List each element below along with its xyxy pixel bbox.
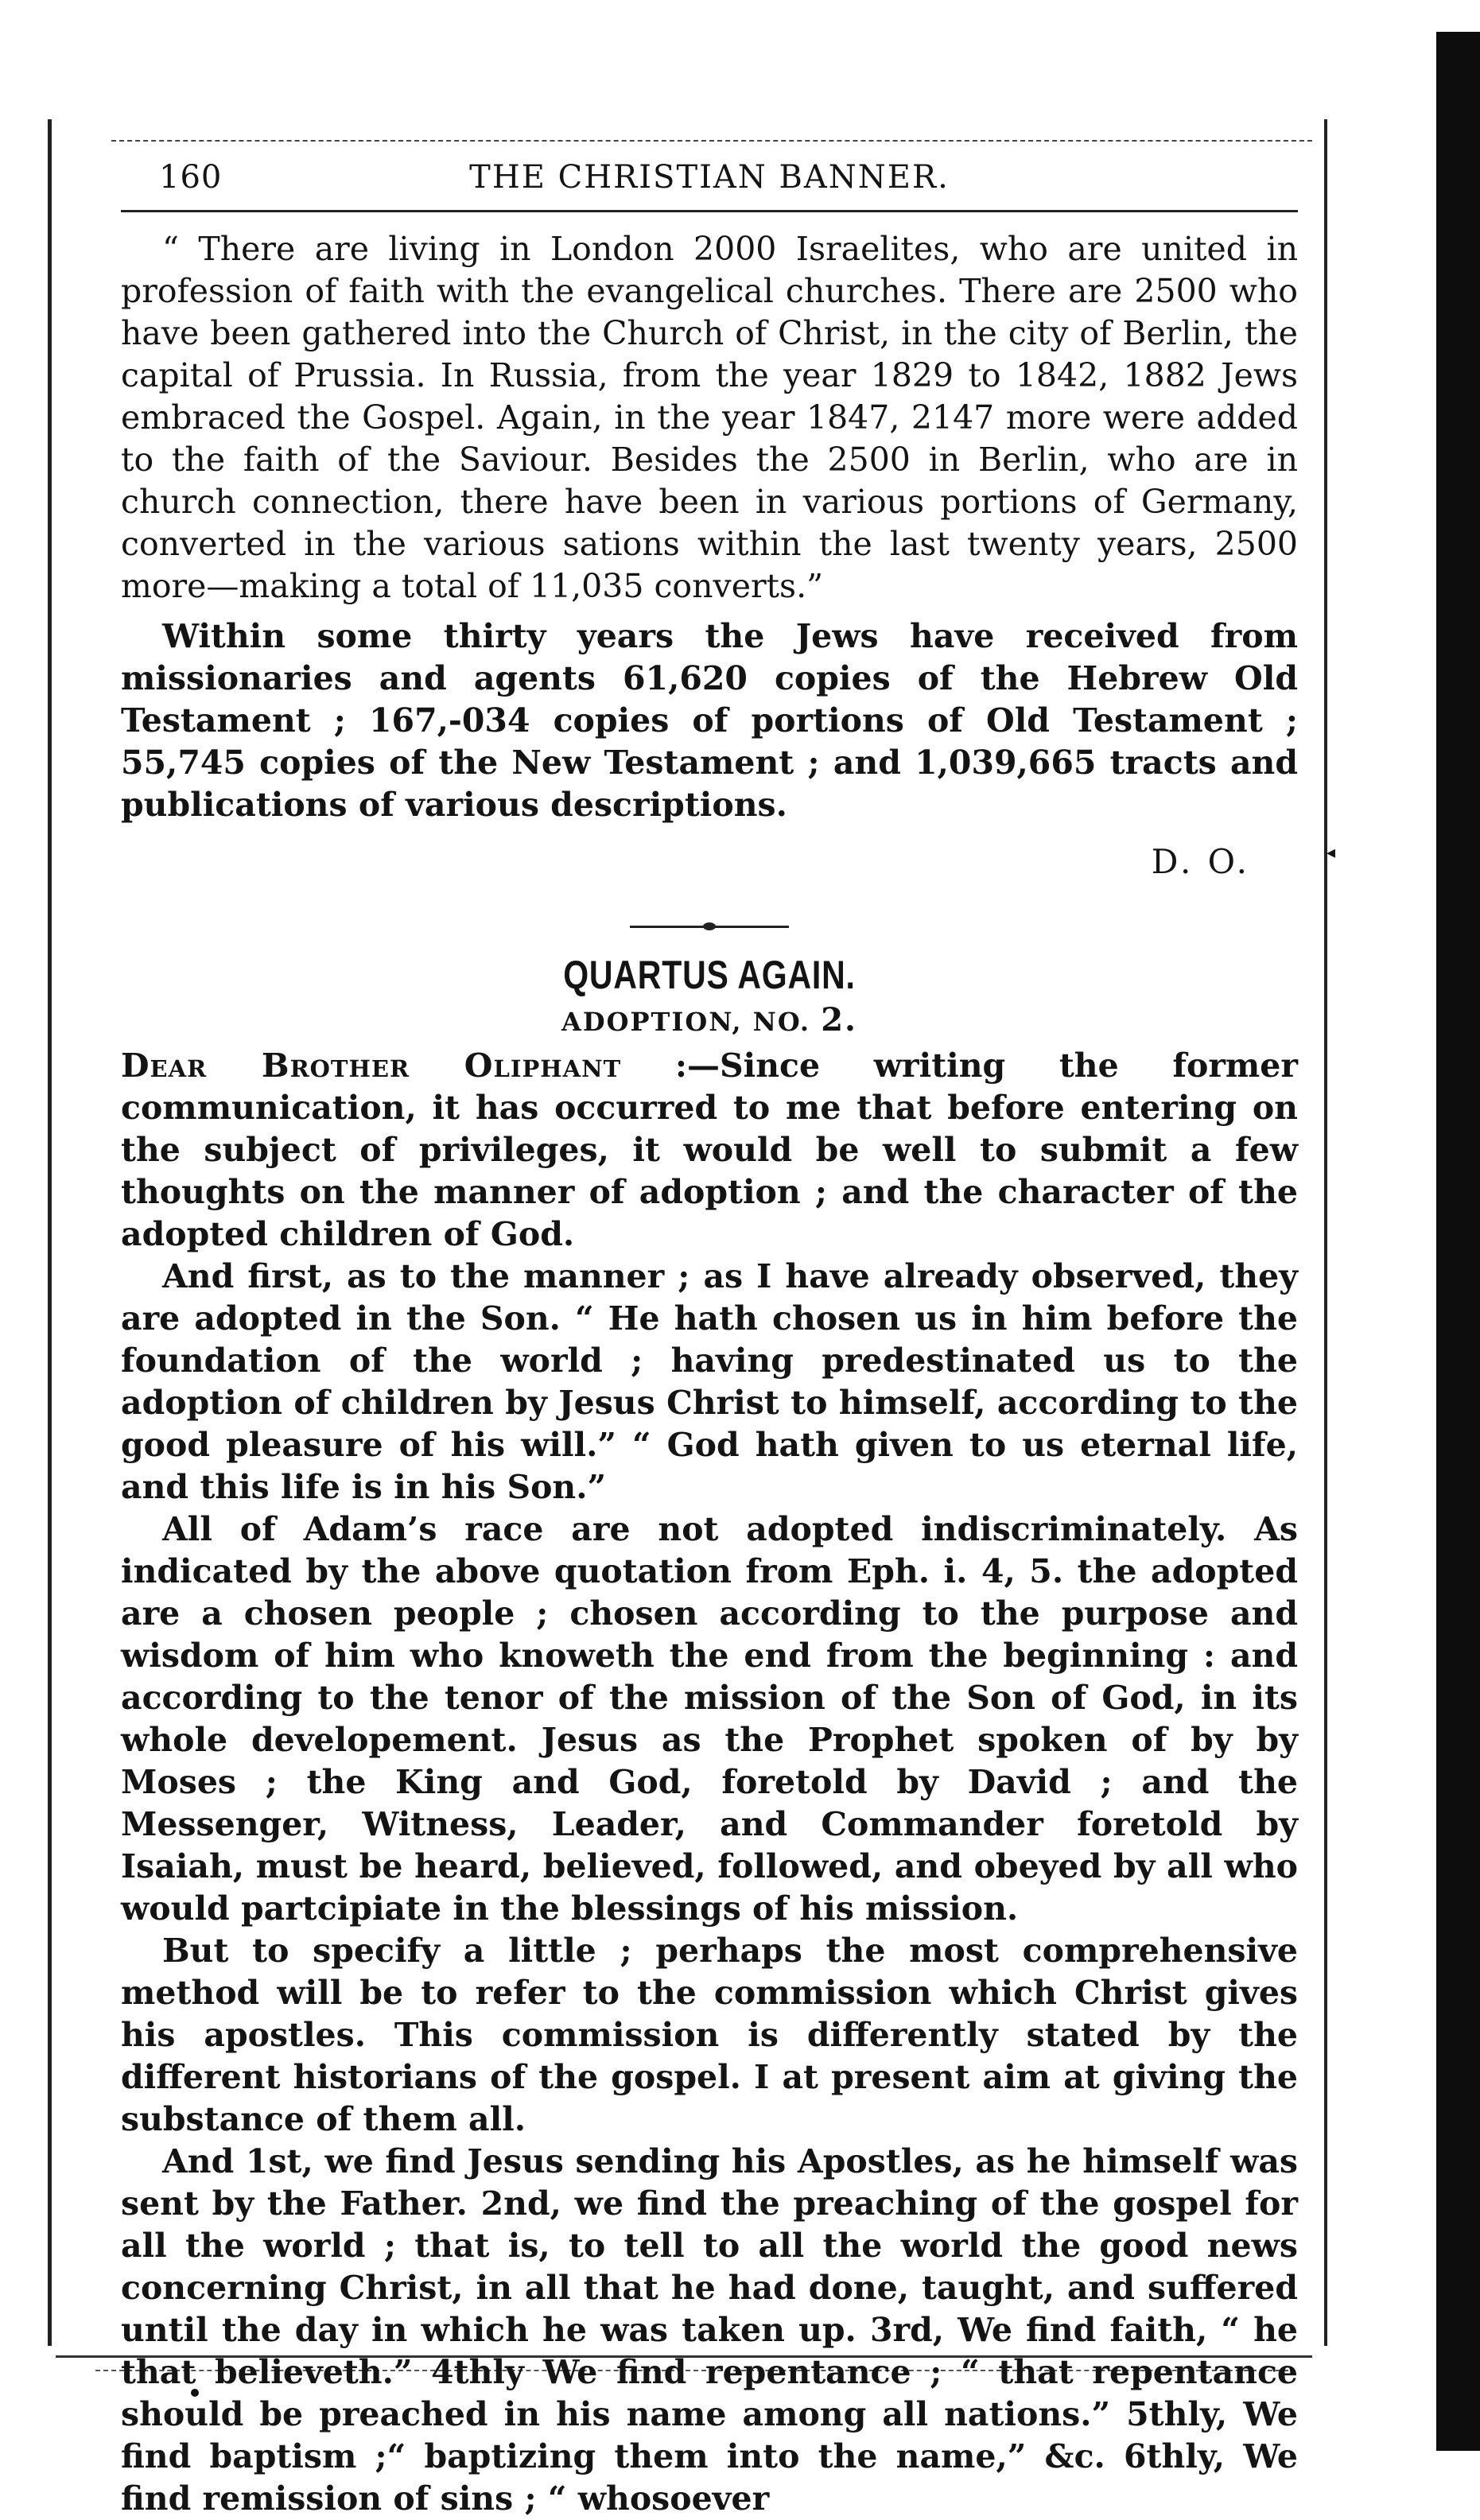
subtitle-number: 2.	[821, 1001, 857, 1039]
section-divider	[630, 926, 789, 928]
page-number: 160	[159, 159, 223, 196]
scan-edge-bar	[1436, 32, 1480, 2451]
article-two-subtitle	[121, 1001, 1298, 1039]
article-two-paragraph-3: But to specify a little ; perhaps the most comprehensive method will be to refer to the commission which Christ gives his apostles. This commission is differently stated by the different historians of the gospel. I at present aim at giving the substance of them all.	[121, 1932, 1298, 2138]
article-two	[121, 952, 1298, 2520]
page-content	[121, 153, 1298, 2520]
margin-mark: ◂	[1327, 843, 1336, 863]
running-title: THE CHRISTIAN BANNER.	[469, 159, 950, 196]
article-two-paragraph-4: And 1st, we find Jesus sending his Apostles, as he himself was sent by the Father. 2nd, we find the preaching of the gospel for all the world ; that is, to tell to all the world the good news concerning Christ, in all that he had done, taught, and suffered until the day in which he was taken up. 3rd, We find faith, “ he that believeth.” 4thly We find repentance ; “ that repentance should be preached in his name among all nations.” 5thly, We find baptism ;“ baptizing them into the name,” &c. 6thly, We find remission of sins ; “ whosoever	[121, 2142, 1298, 2518]
subtitle-prefix: ADOPTION, NO.	[561, 1007, 811, 1037]
running-header	[121, 153, 1298, 210]
article-one-paragraph-2: Within some thirty years the Jews have received from missionaries and agents 61,620 copies of the Hebrew Old Testament ; 167,-034 copies of portions of Old Testament ; 55,745 copies of the New Testament ; and 1,039,665 tracts and publications of various descriptions.	[121, 617, 1298, 824]
header-rule	[121, 210, 1298, 212]
article-one	[121, 228, 1298, 881]
salutation: Dear Brother Oliphant	[121, 1046, 622, 1085]
article-one-paragraph-1: “ There are living in London 2000 Israelites, who are united in profession of faith with the evangelical churches. There are 2500 who have been gathered into the Church of Christ, in the city of Berlin, the capital of Prussia. In Russia, from the year 1829 to 1842, 1882 Jews embraced the Gospel. Again, in the year 1847, 2147 more were added to the faith of the Saviour. Besides the 2500 in Berlin, who are in church connection, there have been in various portions of Germany, converted in the various sations within the last twenty years, 2500 more—making a total of 11,035 converts.”	[121, 230, 1298, 605]
opening-text: :—Since writing the former communication, it has occurred to me that before entering on the subject of privileges, it would be well to submit a few thoughts on the manner of adoption ; and the character of the adopted children of God.	[121, 1046, 1298, 1253]
article-two-opening	[121, 1045, 1298, 1256]
article-two-paragraph-1: And first, as to the manner ; as I have already observed, they are adopted in the Son. “ He hath chosen us in him before the foundation of the world ; having predestinated us to the adoption of children by Jesus Christ to himself, according to the good pleasure of his will.” “ God hath given to us eternal life, and this life is in his Son.”	[121, 1257, 1298, 1506]
frame-top-rule	[111, 140, 1312, 142]
article-one-signature: D. O.	[1151, 842, 1250, 881]
article-two-title: QUARTUS AGAIN.	[563, 953, 856, 997]
article-two-paragraph-2: All of Adam’s race are not adopted indiscriminately. As indicated by the above quotation from Eph. i. 4, 5. the adopted are a chosen people ; chosen according to the purpose and wisdom of him who knoweth the end from the beginning : and according to the tenor of the mission of the Son of God, in its whole developement. Jesus as the Prophet spoken of by by Moses ; the King and God, foretold by David ; and the Messenger, Witness, Leader, and Commander foretold by Isaiah, must be heard, believed, followed, and obeyed by all who would partcipiate in the blessings of his mission.	[121, 1510, 1298, 1928]
